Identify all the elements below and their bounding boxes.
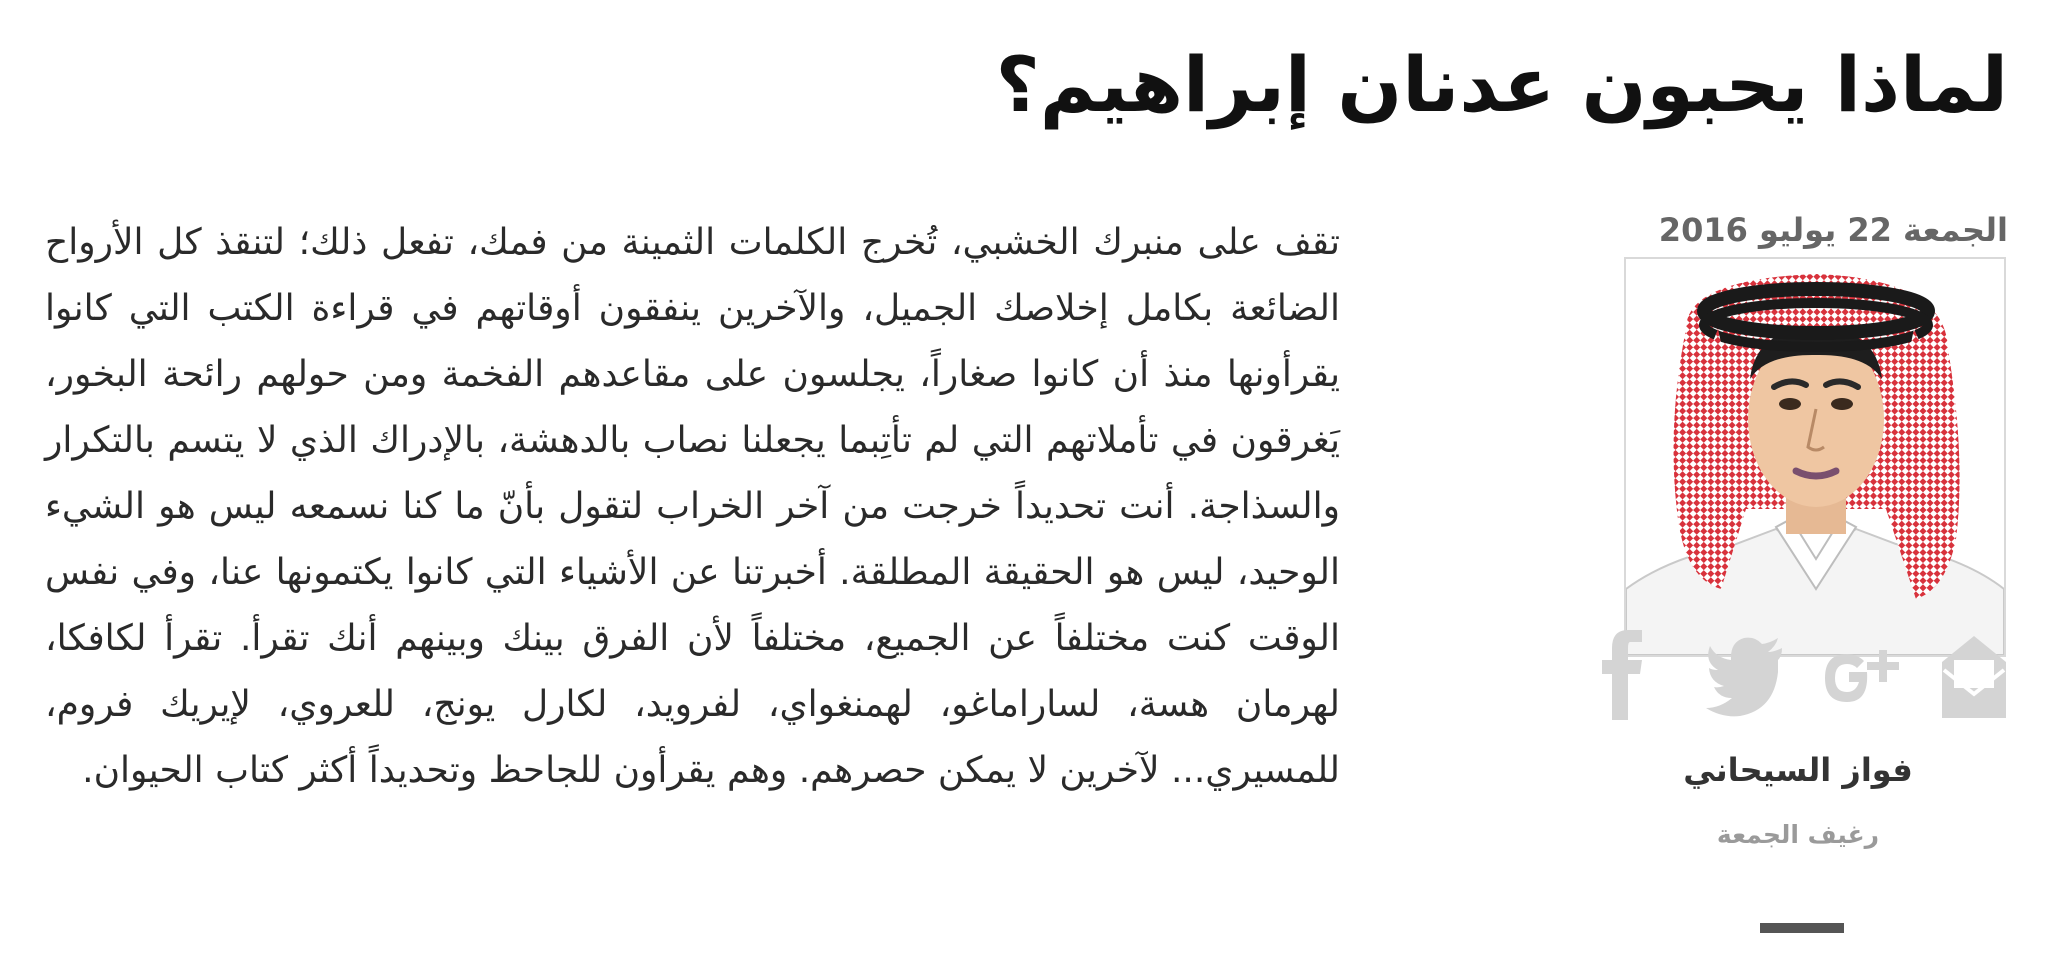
- author-illustration: [1626, 259, 2004, 655]
- publish-date: الجمعة 22 يوليو 2016: [1658, 211, 2008, 249]
- google-plus-icon[interactable]: [1823, 630, 1903, 720]
- column-name: رغيف الجمعة: [1716, 820, 1880, 849]
- article-title: لماذا يحبون عدنان إبراهيم؟: [995, 40, 2008, 129]
- author-name[interactable]: فواز السيحاني: [1683, 751, 1913, 789]
- facebook-f-icon[interactable]: [1598, 630, 1648, 720]
- article-body: تقف على منبرك الخشبي، تُخرج الكلمات الثمينة من فمك، تفعل ذلك؛ لتنقذ كل الأرواح الضائعة بكامل إخلاصك الجميل، والآخرين ينفقون أوقاتهم في قراءة الكتب التي كانوا يقرأونها منذ أن كانوا صغاراً، يجلسون على مقاعدهم الفخمة ومن حولهم رائحة البخور، يَغرقون في تأملاتهم التي لم تأتِبما يجعلنا نصاب بالدهشة، بالإدراك الذي لا يتسم بالتكرار والسذاجة. أنت تحديداً خرجت من آخر الخراب لتقول بأنّ ما كنا نسمعه ليس هو الشيء الوحيد، ليس هو الحقيقة المطلقة. أخبرتنا عن الأشياء التي كانوا يكتمونها عنا، وفي نفس الوقت كنت مختلفاً عن الجميع، مختلفاً لأن الفرق بينك وبينهم أنك تقرأ. تقرأ لكافكا، لهرمان هسة، لساراماغو، لهمنغواي، لفرويد، لكارل يونج، للعروي، لإيريك فروم، للمسيري... لآخرين لا يمكن حصرهم. وهم يقرأون للجاحظ وتحديداً أكثر كتاب الحيوان.: [45, 222, 1340, 791]
- share-bar: [1588, 630, 2008, 720]
- author-portrait: [1624, 257, 2006, 657]
- divider: [1760, 923, 1844, 933]
- envelope-icon[interactable]: [1940, 630, 2008, 720]
- twitter-bird-icon[interactable]: [1706, 630, 1786, 720]
